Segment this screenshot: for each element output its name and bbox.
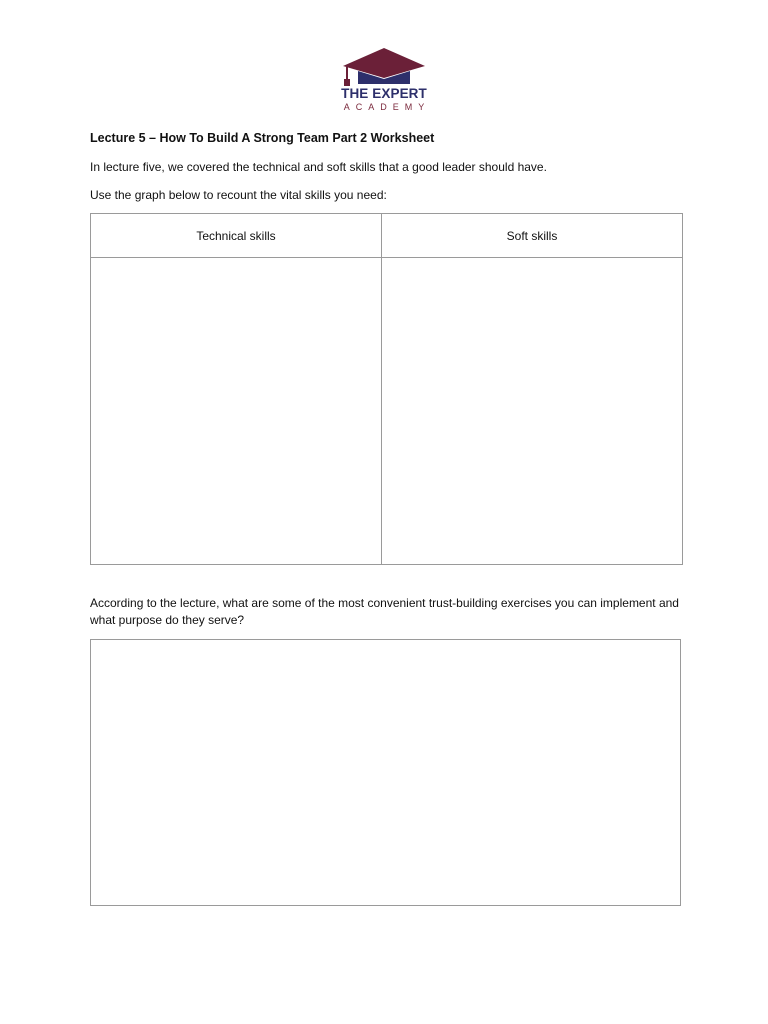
column-header-soft: Soft skills [382, 214, 683, 258]
soft-skills-cell[interactable] [382, 258, 683, 565]
logo-title: THE EXPERT [341, 86, 427, 101]
question-text: According to the lecture, what are some of the most convenient trust-building exercises you can implement and what purpose do they serve? [90, 596, 679, 627]
table-header-row [91, 214, 683, 258]
worksheet-heading: Lecture 5 – How To Build A Strong Team Part 2 Worksheet [90, 131, 435, 145]
answer-box[interactable] [90, 639, 681, 906]
technical-skills-cell[interactable] [91, 258, 382, 565]
intro-text: In lecture five, we covered the technical and soft skills that a good leader should have. [90, 160, 547, 174]
column-header-technical: Technical skills [91, 214, 382, 258]
instruction-text: Use the graph below to recount the vital skills you need: [90, 188, 387, 202]
table-row [91, 258, 683, 565]
academy-logo [334, 44, 434, 114]
logo-subtitle: ACADEMY [343, 102, 431, 112]
graduation-cap-icon [339, 46, 429, 88]
skills-table [90, 213, 683, 565]
